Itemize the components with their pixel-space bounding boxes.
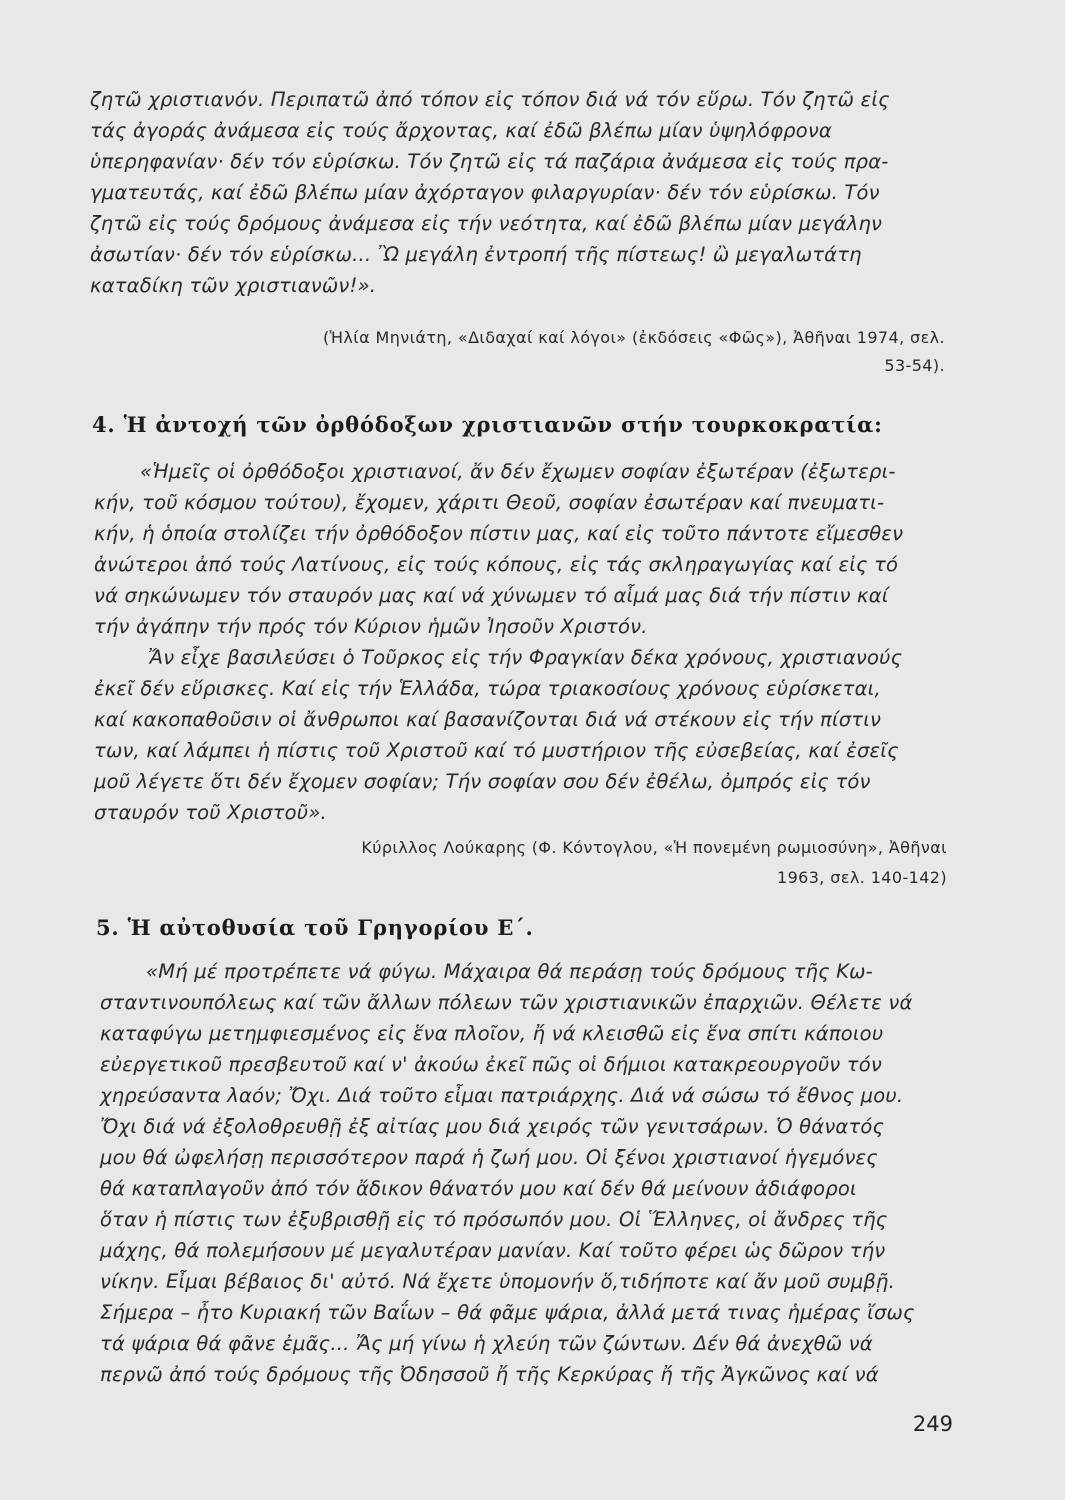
section-5-quote-line: Ὄχι διά νά ἐξολοθρευθῇ ἐξ αἰτίας μου διά χειρός τῶν γενιτσάρων. Ὁ θάνατός (100, 1115, 885, 1138)
page-number: 249 (912, 1412, 953, 1436)
section-4-quote-line: τήν ἀγάπην τήν πρός τόν Κύριον ἡμῶν Ἰησοῦν Χριστόν. (94, 615, 648, 638)
section-4-quote-line: νά σηκώνωμεν τόν σταυρόν μας καί νά χύνωμεν τό αἷμά μας διά τήν πίστιν καί (94, 584, 889, 607)
section-4-quote-line: ἀνώτεροι ἀπό τούς Λατίνους, εἰς τούς κόπους, εἰς τάς σκληραγωγίας καί εἰς τό (94, 553, 899, 576)
intro-quote-line: γματευτάς, καί ἐδῶ βλέπω μίαν ἀχόρταγον φιλαργυρίαν· δέν τόν εὑρίσκω. Τόν (90, 181, 880, 204)
citation-line: Κύριλλος Λούκαρης (Φ. Κόντογλου, «Ἡ πονεμένη ρωμιοσύνη», Ἀθῆναι (361, 838, 947, 857)
section-5-quote-line: ὅταν ἡ πίστις των ἐξυβρισθῇ εἰς τό πρόσωπόν μου. Οἱ Ἕλληνες, οἱ ἄνδρες τῆς (100, 1208, 888, 1231)
section-5-quote-line: χηρεύσαντα λαόν; Ὄχι. Διά τοῦτο εἶμαι πατριάρχης. Διά νά σώσω τό ἔθνος μου. (100, 1084, 904, 1107)
intro-quote-line: καταδίκη τῶν χριστιανῶν!». (90, 274, 377, 297)
section-4-quote-line: των, καί λάμπει ἡ πίστις τοῦ Χριστοῦ καί τό μυστήριον τῆς εὐσεβείας, καί ἐσεῖς (94, 739, 899, 762)
intro-quote-line: τάς ἀγοράς ἀνάμεσα εἰς τούς ἄρχοντας, καί ἐδῶ βλέπω μίαν ὑψηλόφρονα (90, 119, 832, 142)
section-4-quote-line: «Ἡμεῖς οἱ ὀρθόδοξοι χριστιανοί, ἄν δέν ἔχωμεν σοφίαν ἐξωτέραν (ἐξωτερι- (140, 460, 896, 483)
section-5-quote-line: Σήμερα – ἦτο Κυριακή τῶν Βαΐων – θά φᾶμε ψάρια, ἀλλά μετά τινας ἡμέρας ἴσως (100, 1301, 915, 1324)
citation-line: 1963, σελ. 140-142) (776, 868, 947, 887)
intro-quote-line: ἀσωτίαν· δέν τόν εὑρίσκω... Ὢ μεγάλη ἐντροπή τῆς πίστεως! ὢ μεγαλωτάτη (90, 243, 862, 266)
section-5-quote-line: θά καταπλαγοῦν ἀπό τόν ἄδικον θάνατόν μου καί δέν θά μείνουν ἀδιάφοροι (100, 1177, 857, 1200)
intro-quote-line: ζητῶ εἰς τούς δρόμους ἀνάμεσα εἰς τήν νεότητα, καί ἐδῶ βλέπω μίαν μεγάλην (90, 212, 883, 235)
section-5-heading: 5. Ἡ αὐτοθυσία τοῦ Γρηγορίου Ε΄. (96, 915, 534, 940)
section-5-quote-line: μάχης, θά πολεμήσουν μέ μεγαλυτέραν μανίαν. Καί τοῦτο φέρει ὡς δῶρον τήν (100, 1239, 886, 1262)
section-4-quote-line: Ἄν εἶχε βασιλεύσει ὁ Τοῦρκος εἰς τήν Φραγκίαν δέκα χρόνους, χριστιανούς (148, 646, 903, 669)
section-5-quote-line: περνῶ ἀπό τούς δρόμους τῆς Ὀδησσοῦ ἤ τῆς Κερκύρας ἤ τῆς Ἀγκῶνος καί νά (100, 1363, 879, 1386)
section-4-quote-line: σταυρόν τοῦ Χριστοῦ». (94, 801, 327, 824)
section-4-heading: 4. Ἡ ἀντοχή τῶν ὀρθόδοξων χριστιανῶν στήν τουρκοκρατία: (92, 412, 883, 437)
citation-line: (Ἡλία Μηνιάτη, «Διδαχαί καί λόγοι» (ἐκδόσεις «Φῶς»), Ἀθῆναι 1974, σελ. (322, 328, 945, 347)
section-5-quote-line: «Μή μέ προτρέπετε νά φύγω. Μάχαιρα θά περάσῃ τούς δρόμους τῆς Κω- (146, 960, 873, 983)
section-4-quote-line: κήν, ἡ ὁποία στολίζει τήν ὀρθόδοξον πίστιν μας, καί εἰς τοῦτο πάντοτε εἴμεσθεν (94, 522, 904, 545)
intro-quote-line: ὑπερηφανίαν· δέν τόν εὑρίσκω. Τόν ζητῶ εἰς τά παζάρια ἀνάμεσα εἰς τούς πρα- (90, 150, 889, 173)
intro-quote-line: ζητῶ χριστιανόν. Περιπατῶ ἀπό τόπον εἰς τόπον διά νά τόν εὕρω. Τόν ζητῶ εἰς (90, 88, 890, 111)
section-4-quote-line: μοῦ λέγετε ὅτι δέν ἔχομεν σοφίαν; Τήν σοφίαν σου δέν ἐθέλω, ὀμπρός εἰς τόν (94, 770, 871, 793)
section-4-quote-line: καί κακοπαθοῦσιν οἱ ἄνθρωποι καί βασανίζονται διά νά στέκουν εἰς τήν πίστιν (94, 708, 882, 731)
section-4-quote-line: κήν, τοῦ κόσμου τούτου), ἔχομεν, χάριτι Θεοῦ, σοφίαν ἐσωτέραν καί πνευματι- (94, 491, 885, 514)
citation-line: 53-54). (884, 356, 945, 375)
section-4-quote-line: ἐκεῖ δέν εὕρισκες. Καί εἰς τήν Ἑλλάδα, τώρα τριακοσίους χρόνους εὑρίσκεται, (94, 677, 881, 700)
section-5-quote-line: σταντινουπόλεως καί τῶν ἄλλων πόλεων τῶν χριστιανικῶν ἐπαρχιῶν. Θέλετε νά (100, 991, 913, 1014)
section-5-quote-line: μου θά ὠφελήσῃ περισσότερον παρά ἡ ζωή μου. Οἱ ξένοι χριστιανοί ἡγεμόνες (100, 1146, 878, 1169)
section-5-quote-line: εὐεργετικοῦ πρεσβευτοῦ καί ν' ἀκούω ἐκεῖ πῶς οἱ δήμιοι κατακρεουργοῦν τόν (100, 1053, 882, 1076)
section-5-quote-line: καταφύγω μετημφιεσμένος εἰς ἕνα πλοῖον, ἤ νά κλεισθῶ εἰς ἕνα σπίτι κάποιου (100, 1022, 884, 1045)
section-5-quote-line: τά ψάρια θά φᾶνε ἐμᾶς... Ἄς μή γίνω ἡ χλεύη τῶν ζώντων. Δέν θά ἀνεχθῶ νά (100, 1332, 873, 1355)
section-5-quote-line: νίκην. Εἶμαι βέβαιος δι' αὐτό. Νά ἔχετε ὑπομονήν ὅ,τιδήποτε καί ἄν μοῦ συμβῇ. (100, 1270, 895, 1293)
